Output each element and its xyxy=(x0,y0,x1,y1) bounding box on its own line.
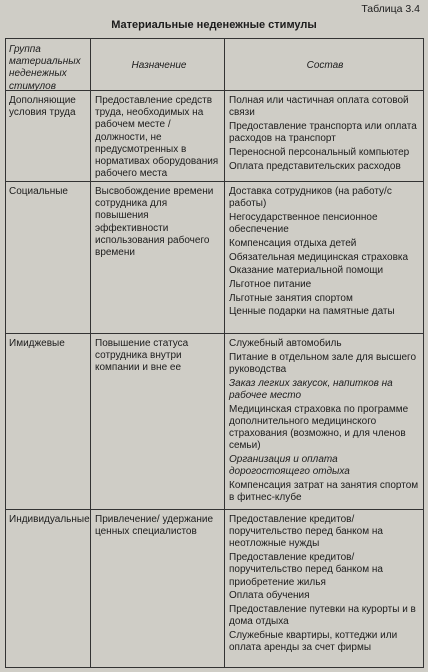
header-composition: Состав xyxy=(306,60,344,71)
purpose-cell: Повышение статуса сотрудника внутри компании и вне ее xyxy=(95,338,189,374)
composition-item: Служебный автомобиль xyxy=(229,338,342,349)
column-divider xyxy=(90,39,91,667)
composition-item: Доставка сотрудников (на работу/с работы) xyxy=(229,186,392,210)
header-purpose: Назначение xyxy=(131,60,187,71)
composition-item: Питание в отдельном зале для высшего руководства xyxy=(229,351,417,375)
composition-item: Обязательная медицинская страховка xyxy=(229,251,409,263)
row-divider xyxy=(6,181,423,182)
composition-item: Негосударственное пенсионное обеспечение xyxy=(229,211,378,236)
composition-item: Льготные занятия спортом xyxy=(229,292,353,304)
table-number: Таблица 3.4 xyxy=(361,3,420,15)
composition-item: Заказ легких закусок, напитков на рабочее место xyxy=(229,377,393,401)
composition-item: Медицинская страховка по программе дополнительного медицинского страхования (возможно, и для членов семьи) xyxy=(229,403,409,452)
group-cell: Индивидуальные xyxy=(9,514,90,525)
table-title: Материальные неденежные стимулы xyxy=(111,19,317,31)
composition-cell xyxy=(229,186,421,320)
composition-item: Льготное питание xyxy=(229,278,312,290)
composition-item: Компенсация отдыха детей xyxy=(229,237,357,249)
composition-item: Полная или частичная оплата сотовой связи xyxy=(229,95,409,119)
purpose-cell: Высвобождение времени сотрудника для повышения эффективности использования рабочего времени xyxy=(95,186,214,259)
group-cell: Имиджевые xyxy=(9,338,65,349)
purpose-cell: Привлечение/ удержание ценных специалистов xyxy=(95,514,214,538)
composition-item: Оказание материальной помощи xyxy=(229,265,384,277)
composition-item: Оплата обучения xyxy=(229,590,310,602)
composition-item: Ценные подарки на памятные даты xyxy=(229,306,395,318)
composition-item: Предоставление транспорта или оплата расходов на транспорт xyxy=(229,120,417,145)
composition-cell xyxy=(229,95,421,174)
row-divider xyxy=(6,509,423,510)
composition-item: Оплата представительских расходов xyxy=(229,160,401,172)
composition-item: Предоставление путевки на курорты и в дома отдыха xyxy=(229,603,416,628)
composition-item: Предоставление кредитов/ поручительство перед банком на неотложные нужды xyxy=(229,514,383,550)
group-cell: Дополняющие условия труда xyxy=(9,95,76,119)
column-divider xyxy=(224,39,225,667)
row-divider xyxy=(6,333,423,334)
composition-item: Организация и оплата дорогостоящего отдыха xyxy=(229,453,350,478)
composition-cell xyxy=(229,338,421,506)
composition-item: Предоставление кредитов/ поручительство перед банком на приобретение жилья xyxy=(229,552,383,588)
purpose-cell: Предоставление средств труда, необходимых на рабочем месте /должности, не предусмотренных в нормативах оборудования рабочего места xyxy=(95,95,219,180)
composition-item: Переносной персональный компьютер xyxy=(229,146,410,158)
composition-item: Компенсация затрат на занятия спортом в фитнес-клубе xyxy=(229,479,419,503)
composition-item: Служебные квартиры, коттеджи или оплата аренды за счет фирмы xyxy=(229,629,398,654)
composition-cell xyxy=(229,514,421,656)
header-group: Группа материальных неденежных стимулов xyxy=(9,44,81,92)
group-cell: Социальные xyxy=(9,186,68,197)
stimuli-table xyxy=(5,38,424,668)
